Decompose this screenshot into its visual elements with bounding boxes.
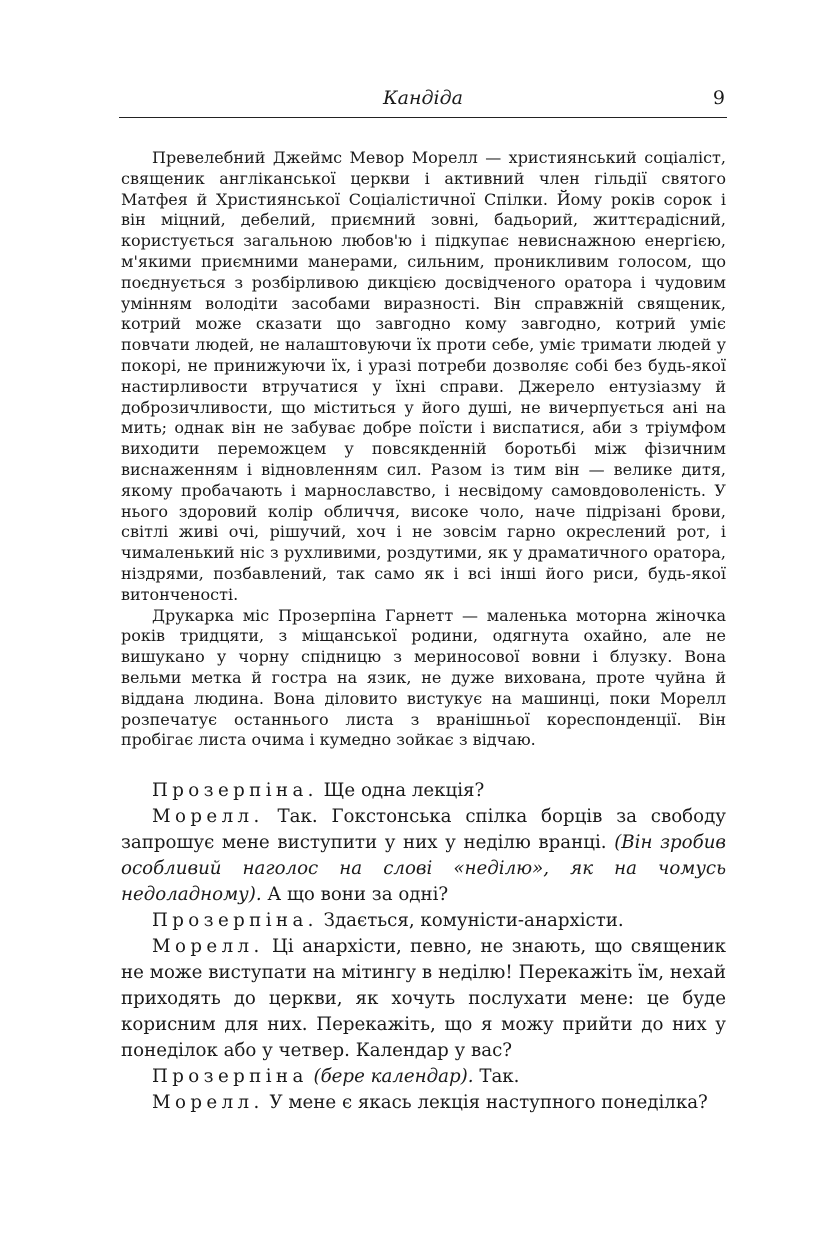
page-body <box>121 148 726 1116</box>
speaker-name: Прозерпіна. <box>152 780 318 802</box>
line-text: Здається, комуністи-анархісти. <box>317 910 624 932</box>
dialogue-line <box>121 934 726 1064</box>
dialogue-line <box>121 1064 726 1090</box>
line-direction: (Він зробив особливий наголос на слові «неділю», як на чомусь недоладному). <box>121 832 727 906</box>
header-rule <box>119 117 727 118</box>
stage-direction-paragraph: Превелебний Джеймс Мевор Морелл — християнський соціаліст, священик англіканської церкви і активний член гільдії святого Матфея й Християнської Соціалістичної Спілки. Йому років сорок і він міцний, дебелий, приємний зовні, бадьорий, життєрадісний, користується загальною любов'ю і підкупає невиснажною енергією, м'якими приємними манерами, сильним, проникливим голосом, що поєднується з розбірливою дикцією досвідченого оратора і чудовим умінням володіти засобами виразності. Він справжній священик, котрий може сказати що завгодно кому завгодно, котрий уміє повчати людей, не налаштовуючи їх проти себе, уміє тримати людей у покорі, не принижуючи їх, і уразі потреби дозволяє собі без будь-якої настирливости втручатися у їхні справи. Джерело ентузіазму й доброзичливости, що міститься у його душі, не вичерпується ані на мить; однак він не забуває добре поїсти і виспатися, аби з тріумфом виходити переможцем у повсякденній боротьбі між фізичним виснаженням і відновленням сил. Разом із тим він — велике дитя, якому пробачають і марнославство, і несвідому самовдоволеність. У нього здоровий колір обличчя, високе чоло, наче підрізані брови, світлі живі очі, рішучий, хоч і не зовсім гарно окреслений рот, і чималенький ніс з рухливими, роздутими, як у драматичного оратора, ніздрями, позбавлений, так само як і всі інші його риси, будь-якої витонченості. <box>121 148 726 604</box>
line-text-after: Так. <box>473 1066 520 1088</box>
running-title: Кандіда <box>382 87 464 109</box>
line-text-after: А що вони за одні? <box>261 884 449 906</box>
dialogue-line <box>121 1090 726 1116</box>
line-text: У мене є якась лекція наступного понеділка? <box>263 1092 708 1114</box>
line-text: Ці анархісти, певно, не знають, що священик не може виступати на мітингу в неділю! Перекажіть їм, нехай приходять до церкви, як хочуть послухати мене: це буде корисним для них. Перекажіть, що я можу прийти до них у понеділок або у четвер. Календар у вас? <box>121 936 726 1062</box>
speaker-name: Прозерпіна <box>152 1066 308 1088</box>
dialogue-line <box>121 804 726 908</box>
speaker-name: Морелл. <box>152 806 264 828</box>
stage-direction-paragraph: Друкарка міс Прозерпіна Гарнетт — маленька моторна жіночка років тридцяти, з міщанської родини, одягнута охайно, але не вишукано у чорну спідницю з мериносової вовни і блузку. Вона вельми метка й гостра на язик, не дуже вихована, проте чуйна й віддана людина. Вона діловито вистукує на машинці, поки Морелл розпечатує останнього листа з вранішньої кореспонденції. Він пробігає листа очима і кумедно зойкає з відчаю. <box>121 605 726 750</box>
page-number: 9 <box>712 87 725 109</box>
section-gap <box>121 751 726 778</box>
speaker-name: Морелл. <box>152 1092 264 1114</box>
page-header <box>119 86 727 118</box>
dialogue-line <box>121 908 726 934</box>
line-text: Ще одна лекція? <box>317 780 485 802</box>
dialogue <box>121 778 726 1116</box>
line-text: Так. Гокстонська спілка борців за свободу запрошує мене виступити у них у неділю вранці. <box>121 806 726 854</box>
speaker-name: Прозерпіна. <box>152 910 318 932</box>
speaker-name: Морелл. <box>152 936 264 958</box>
dialogue-line <box>121 778 726 804</box>
line-direction: (бере календар). <box>307 1066 474 1088</box>
